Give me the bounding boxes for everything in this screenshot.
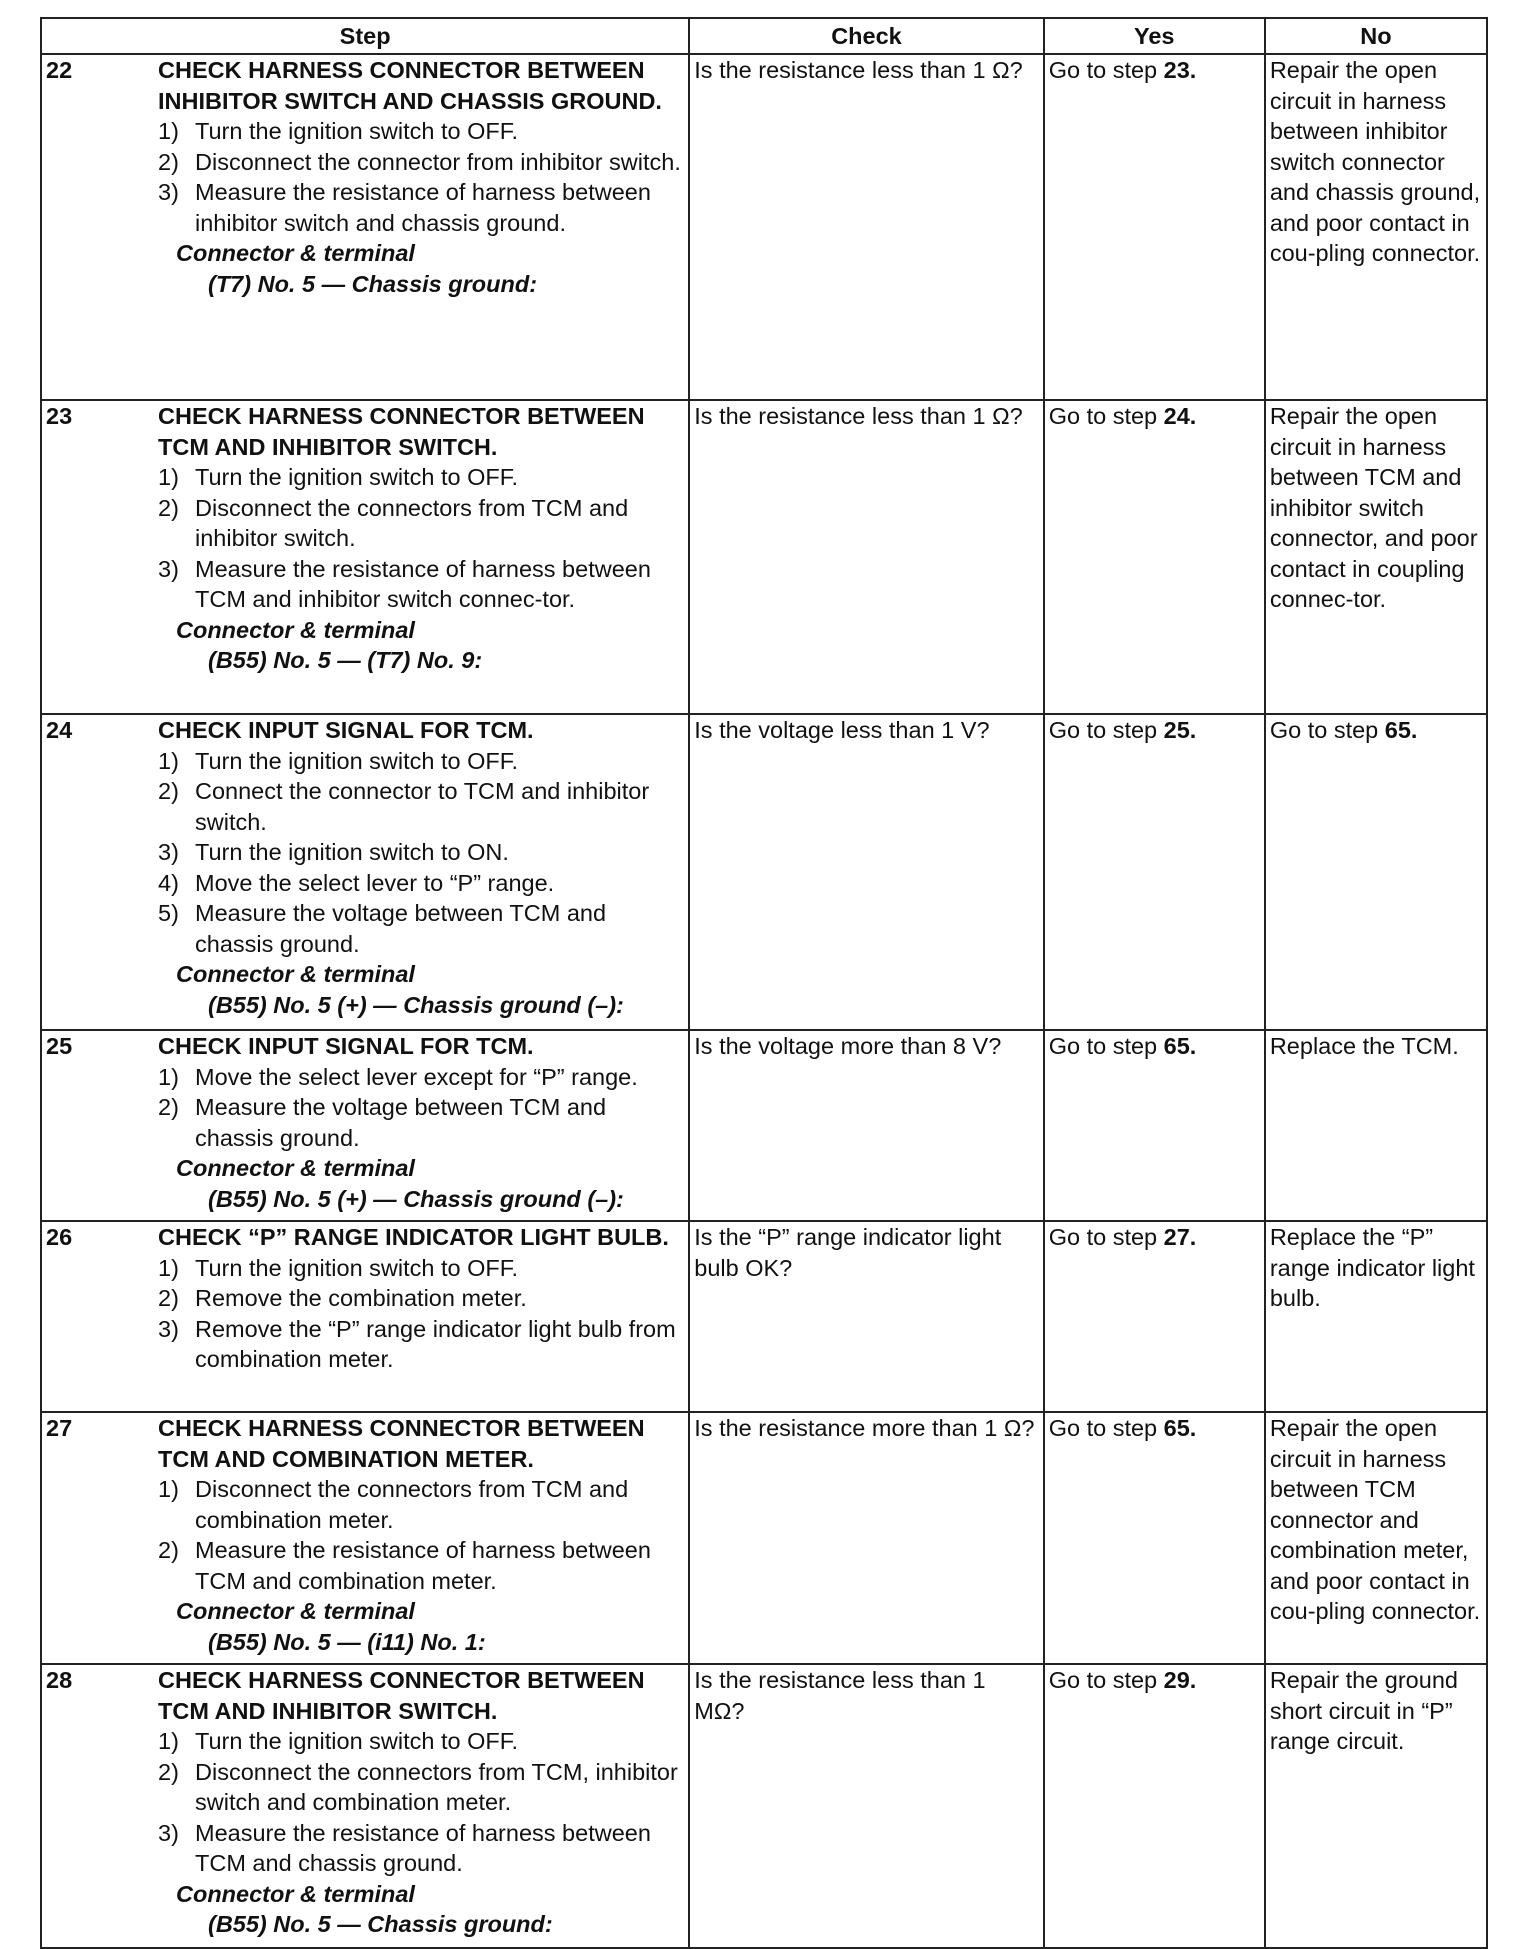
substep-number: 4)	[158, 869, 179, 896]
step-wrap	[42, 1222, 688, 1375]
substep-text: Turn the ignition switch to OFF.	[195, 118, 519, 144]
step-body	[158, 401, 688, 676]
substep-text: Remove the “P” range indicator light bulb from combination meter.	[195, 1315, 676, 1372]
substep	[158, 554, 682, 615]
substep-number: 3)	[158, 1315, 179, 1342]
no-cell	[1265, 1664, 1487, 1948]
connector-terminal-spec: (B55) No. 5 (+) — Chassis ground (–):	[208, 1185, 624, 1212]
table-body	[41, 54, 1487, 1948]
header-yes: Yes	[1044, 18, 1265, 54]
step-cell	[41, 1664, 689, 1948]
check-cell: Is the voltage less than 1 V?	[689, 714, 1043, 1030]
check-cell: Is the resistance less than 1 Ω?	[689, 400, 1043, 714]
substep-text: Turn the ignition switch to OFF.	[195, 747, 519, 774]
no-cell	[1265, 400, 1487, 714]
substep-number: 1)	[158, 118, 179, 144]
step-title: CHECK HARNESS CONNECTOR BETWEEN INHIBITOR SWITCH AND CHASSIS GROUND.	[158, 57, 662, 114]
yes-goto-step: 24.	[1163, 403, 1197, 429]
substep-number: 2)	[158, 1758, 179, 1785]
substep-number: 1)	[158, 1063, 179, 1090]
substep-number: 3)	[158, 839, 179, 865]
substep	[158, 462, 682, 493]
check-cell: Is the “P” range indicator light bulb OK?	[689, 1221, 1043, 1412]
substep-number: 1)	[158, 1254, 179, 1281]
step-title: CHECK INPUT SIGNAL FOR TCM.	[158, 1033, 534, 1059]
connector-terminal-spec: (B55) No. 5 — (i11) No. 1:	[208, 1628, 486, 1655]
connector-terminal-spec: (T7) No. 5 — Chassis ground:	[208, 270, 538, 297]
substep-text: Disconnect the connectors from TCM, inhibitor switch and combination meter.	[195, 1758, 678, 1815]
substep	[158, 177, 682, 238]
connector-terminal-spec: (B55) No. 5 — (T7) No. 9:	[208, 647, 483, 673]
substep-text: Turn the ignition switch to ON.	[195, 839, 509, 865]
yes-goto-step: 65.	[1163, 1033, 1197, 1059]
substep-number: 1)	[158, 464, 179, 490]
step-number: 25	[46, 1033, 73, 1059]
connector-terminal-label: Connector & terminal	[176, 240, 415, 266]
yes-goto-step: 29.	[1163, 1667, 1197, 1693]
substep-text: Measure the resistance of harness between TCM and inhibitor switch connec-tor.	[195, 555, 651, 612]
step-cell	[41, 1030, 689, 1221]
yes-cell	[1044, 54, 1265, 400]
substep	[158, 1726, 682, 1757]
substep	[158, 1092, 682, 1153]
step-body	[158, 1031, 688, 1214]
substep-number: 1)	[158, 1728, 179, 1754]
table-row	[41, 1412, 1487, 1664]
yes-cell	[1044, 1664, 1265, 1948]
substep-number: 2)	[158, 1537, 179, 1563]
connector-terminal-spec: (B55) No. 5 — Chassis ground:	[208, 1911, 553, 1937]
step-number: 28	[46, 1667, 73, 1693]
substep	[158, 1253, 682, 1284]
step-cell	[41, 1221, 689, 1412]
no-action-text: Replace the “P” range indicator light bulb.	[1269, 1224, 1475, 1311]
substep-number: 1)	[158, 747, 179, 774]
step-title: CHECK INPUT SIGNAL FOR TCM.	[158, 717, 534, 743]
step-cell	[41, 54, 689, 400]
yes-goto-step: 27.	[1163, 1224, 1197, 1250]
substep-number: 5)	[158, 900, 179, 926]
check-cell: Is the resistance less than 1 Ω?	[689, 54, 1043, 400]
no-action-text: Repair the open circuit in harness between TCM and inhibitor switch connector, and poor contact in coupling connec-tor.	[1269, 403, 1478, 612]
substep-text: Turn the ignition switch to OFF.	[195, 1254, 519, 1281]
substep-number: 2)	[158, 148, 179, 175]
table-row	[41, 714, 1487, 1030]
substep	[158, 1283, 682, 1314]
substep	[158, 147, 682, 178]
no-goto-step: 65.	[1384, 717, 1418, 743]
header-no: No	[1265, 18, 1487, 54]
step-wrap	[42, 1031, 688, 1214]
substep-text: Measure the resistance of harness between TCM and chassis ground.	[195, 1819, 651, 1876]
substep-text: Disconnect the connector from inhibitor switch.	[195, 148, 681, 175]
yes-goto-prefix: Go to step	[1048, 403, 1164, 429]
substep-text: Measure the resistance of harness between TCM and combination meter.	[195, 1537, 651, 1594]
substep-text: Turn the ignition switch to OFF.	[195, 464, 519, 490]
substep-text: Measure the voltage between TCM and chassis ground.	[195, 900, 607, 957]
step-cell	[41, 1412, 689, 1664]
connector-terminal-label: Connector & terminal	[176, 961, 415, 987]
step-body	[158, 1413, 688, 1657]
table-row	[41, 1221, 1487, 1412]
header-step: Step	[41, 18, 689, 54]
substep	[158, 1818, 682, 1879]
table-row	[41, 1664, 1487, 1948]
yes-cell	[1044, 1030, 1265, 1221]
no-action-text: Repair the open circuit in harness between inhibitor switch connector and chassis ground, and poor contact in cou-pling connector.	[1269, 57, 1481, 266]
step-title: CHECK HARNESS CONNECTOR BETWEEN TCM AND INHIBITOR SWITCH.	[158, 1667, 645, 1724]
yes-goto-step: 65.	[1163, 1415, 1197, 1441]
no-cell	[1265, 1030, 1487, 1221]
check-cell: Is the resistance more than 1 Ω?	[689, 1412, 1043, 1664]
step-wrap	[42, 1413, 688, 1657]
substep	[158, 1757, 682, 1818]
substep	[158, 1535, 682, 1596]
yes-goto-prefix: Go to step	[1048, 1415, 1164, 1441]
table-row	[41, 1030, 1487, 1221]
substep-text: Measure the voltage between TCM and chassis ground.	[195, 1094, 607, 1151]
substep	[158, 116, 682, 147]
no-action-text: Repair the ground short circuit in “P” range circuit.	[1269, 1667, 1458, 1754]
table-header-row	[41, 18, 1487, 54]
step-cell	[41, 400, 689, 714]
connector-terminal-label: Connector & terminal	[176, 1598, 415, 1624]
substep-text: Remove the combination meter.	[195, 1285, 527, 1311]
step-title: CHECK HARNESS CONNECTOR BETWEEN TCM AND INHIBITOR SWITCH.	[158, 403, 645, 460]
diagnostic-table	[40, 17, 1488, 1949]
substep	[158, 837, 682, 868]
substep	[158, 1474, 682, 1535]
table-row	[41, 400, 1487, 714]
step-wrap	[42, 715, 688, 1020]
substep-number: 2)	[158, 1094, 179, 1120]
substep	[158, 776, 682, 837]
substep-number: 3)	[158, 1819, 179, 1846]
yes-goto-prefix: Go to step	[1048, 717, 1164, 743]
step-title: CHECK “P” RANGE INDICATOR LIGHT BULB.	[158, 1224, 669, 1250]
step-body	[158, 1665, 688, 1940]
step-number: 26	[46, 1224, 73, 1250]
substep-text: Move the select lever except for “P” range.	[195, 1063, 638, 1090]
connector-terminal-label: Connector & terminal	[176, 1155, 415, 1181]
no-goto-prefix: Go to step	[1269, 717, 1385, 743]
no-action-text: Repair the open circuit in harness between TCM connector and combination meter, and poor contact in cou-pling connector.	[1269, 1415, 1481, 1624]
substep	[158, 1062, 682, 1093]
yes-cell	[1044, 400, 1265, 714]
yes-goto-prefix: Go to step	[1048, 1667, 1164, 1693]
yes-cell	[1044, 1221, 1265, 1412]
step-body	[158, 1222, 688, 1375]
substep-text: Measure the resistance of harness between inhibitor switch and chassis ground.	[195, 179, 651, 236]
no-cell	[1265, 54, 1487, 400]
substep-number: 3)	[158, 179, 179, 205]
step-number: 23	[46, 403, 73, 429]
no-cell	[1265, 714, 1487, 1030]
substep	[158, 1314, 682, 1375]
connector-terminal-label: Connector & terminal	[176, 616, 415, 643]
substep-number: 3)	[158, 555, 179, 582]
step-wrap	[42, 401, 688, 676]
check-cell: Is the resistance less than 1 MΩ?	[689, 1664, 1043, 1948]
step-number: 27	[46, 1415, 73, 1441]
step-wrap	[42, 1665, 688, 1940]
yes-goto-prefix: Go to step	[1048, 1224, 1164, 1250]
header-check: Check	[689, 18, 1043, 54]
substep	[158, 868, 682, 899]
step-body	[158, 55, 688, 299]
connector-terminal-label: Connector & terminal	[176, 1880, 415, 1907]
substep-text: Connect the connector to TCM and inhibitor switch.	[195, 778, 650, 835]
yes-goto-step: 23.	[1163, 57, 1197, 83]
yes-goto-prefix: Go to step	[1048, 57, 1164, 83]
connector-terminal-spec: (B55) No. 5 (+) — Chassis ground (–):	[208, 991, 624, 1018]
substep-text: Move the select lever to “P” range.	[195, 869, 555, 896]
yes-cell	[1044, 1412, 1265, 1664]
substep-number: 2)	[158, 778, 179, 804]
substep-text: Disconnect the connectors from TCM and combination meter.	[195, 1476, 629, 1533]
substep-number: 2)	[158, 1285, 179, 1311]
substep-number: 2)	[158, 494, 179, 521]
no-action-text: Replace the TCM.	[1269, 1033, 1459, 1059]
no-cell	[1265, 1221, 1487, 1412]
substep	[158, 746, 682, 777]
yes-goto-prefix: Go to step	[1048, 1033, 1164, 1059]
step-number: 24	[46, 717, 73, 743]
yes-goto-step: 25.	[1163, 717, 1197, 743]
substep-number: 1)	[158, 1476, 179, 1502]
substep	[158, 898, 682, 959]
step-wrap	[42, 55, 688, 299]
step-cell	[41, 714, 689, 1030]
step-body	[158, 715, 688, 1020]
substep	[158, 493, 682, 554]
substep-text: Disconnect the connectors from TCM and inhibitor switch.	[195, 494, 629, 551]
check-cell: Is the voltage more than 8 V?	[689, 1030, 1043, 1221]
yes-cell	[1044, 714, 1265, 1030]
table-row	[41, 54, 1487, 400]
step-number: 22	[46, 57, 73, 83]
step-title: CHECK HARNESS CONNECTOR BETWEEN TCM AND COMBINATION METER.	[158, 1415, 645, 1472]
substep-text: Turn the ignition switch to OFF.	[195, 1728, 519, 1754]
no-cell	[1265, 1412, 1487, 1664]
